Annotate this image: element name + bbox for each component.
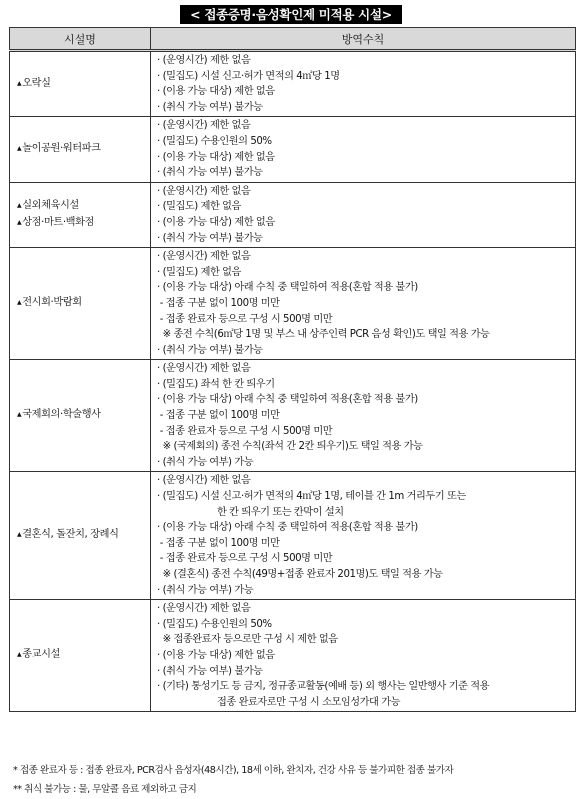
document-title	[0, 4, 582, 23]
quarantine-rules-cell	[151, 248, 576, 360]
table-row	[10, 117, 576, 182]
rule-line: · (취식 가능 여부) 불가능	[157, 665, 263, 677]
rule-line: · (운영시간) 제한 없음	[157, 55, 251, 66]
facility-name: ▲ 상점·마트·백화점	[17, 215, 148, 232]
rule-line: ※ (결혼식) 종전 수칙(49명+접종 완료자 201명)도 택일 적용 가능	[157, 569, 443, 580]
rule-line: · (취식 가능 여부) 가능	[157, 456, 254, 468]
table-row	[10, 248, 576, 360]
rule-line: · (밀집도) 제한 없음	[157, 266, 241, 278]
rule-line: ※ 종전 수칙(6㎡당 1명 및 부스 내 상주인력 PCR 음성 확인)도 택일 적용 가능	[157, 329, 490, 341]
facility-name-cell	[10, 360, 151, 472]
facility-name-cell	[10, 51, 151, 117]
facility-name: ▲ 오락실	[17, 76, 148, 93]
rule-line: · (운영시간) 제한 없음	[157, 185, 251, 197]
table-row	[10, 472, 576, 600]
facility-name: ▲ 국제회의·학술행사	[17, 407, 148, 424]
rule-line: · (이용 가능 대상) 제한 없음	[157, 649, 275, 661]
table-row	[10, 600, 576, 712]
rule-line: · (이용 가능 대상) 제한 없음	[157, 216, 275, 228]
rule-line: · (밀집도) 수용인원의 50%	[157, 135, 272, 147]
facility-name-cell	[10, 472, 151, 600]
quarantine-rules-cell	[151, 117, 576, 182]
rule-line: · (운영시간) 제한 없음	[157, 603, 251, 615]
rule-line: - 접종 구분 없이 100명 미만	[157, 410, 280, 422]
rule-line: - 접종 완료자 등으로 구성 시 500명 미만	[157, 553, 333, 565]
rule-line: - 접종 구분 없이 100명 미만	[157, 537, 280, 549]
facility-name-cell	[10, 600, 151, 712]
footnotes	[13, 761, 453, 799]
rule-line: · (취식 가능 여부) 불가능	[157, 101, 263, 113]
table-row	[10, 360, 576, 472]
rule-line: ※ (국제회의) 종전 수칙(좌석 간 2칸 띄우기)도 택일 적용 가능	[157, 441, 423, 453]
rule-line: · (이용 가능 대상) 제한 없음	[157, 86, 275, 98]
rule-line: · (밀집도) 수용인원의 50%	[157, 618, 272, 630]
rule-line: - 접종 완료자 등으로 구성 시 500명 미만	[157, 313, 333, 325]
facility-name-cell	[10, 182, 151, 247]
rule-line: · (이용 가능 대상) 아래 수칙 중 택일하여 적용(혼합 적용 불가)	[157, 522, 418, 534]
rule-line: · (운영시간) 제한 없음	[157, 120, 251, 132]
quarantine-rules-cell	[151, 360, 576, 472]
facility-name: ▲ 놀이공원·워터파크	[17, 141, 148, 158]
rule-line: · (취식 가능 여부) 가능	[157, 584, 254, 596]
facility-rules-table	[9, 27, 576, 712]
rule-line: ※ 접종완료자 등으로만 구성 시 제한 없음	[157, 634, 338, 646]
quarantine-rules-cell	[151, 51, 576, 117]
table-body	[10, 51, 576, 712]
rule-line: · (밀집도) 시설 신고·허가 면적의 4㎡당 1명, 테이블 간 1m 거리두기 또는	[157, 491, 466, 503]
facility-name: ▲ 종교시설	[17, 647, 148, 664]
rule-line: · (밀집도) 좌석 한 칸 띄우기	[157, 378, 275, 390]
header-facility-name: 시설명	[10, 28, 151, 51]
rule-line: · (취식 가능 여부) 불가능	[157, 167, 263, 179]
rule-line: - 접종 완료자 등으로 구성 시 500명 미만	[157, 425, 333, 437]
rule-line: · (기타) 통성기도 등 금지, 정규종교활동(예배 등) 외 행사는 일반행사 기준 적용	[157, 681, 490, 693]
rule-line: · (운영시간) 제한 없음	[157, 475, 251, 487]
table-row	[10, 51, 576, 117]
facility-name-cell	[10, 248, 151, 360]
rule-line: 접종 완료자로만 구성 시 소모임성가대 가능	[217, 696, 400, 708]
rule-line: · (운영시간) 제한 없음	[157, 363, 251, 375]
rule-line: · (취식 가능 여부) 불가능	[157, 232, 263, 244]
rule-line: · (취식 가능 여부) 불가능	[157, 344, 263, 356]
table-row	[10, 182, 576, 247]
rule-line: - 접종 구분 없이 100명 미만	[157, 297, 280, 309]
facility-name: ▲ 실외체육시설	[17, 198, 148, 215]
rule-line: · (이용 가능 대상) 아래 수칙 중 택일하여 적용(혼합 적용 불가)	[157, 282, 418, 294]
rule-line: · (밀집도) 제한 없음	[157, 201, 241, 213]
header-quarantine-rules: 방역수칙	[151, 28, 576, 51]
facility-name-cell	[10, 117, 151, 182]
rule-line: · (밀집도) 시설 신고·허가 면적의 4㎡당 1명	[157, 70, 340, 82]
rule-line: · (이용 가능 대상) 제한 없음	[157, 151, 275, 163]
footnote: ** 취식 불가능 : 물, 무알콜 음료 제외하고 금지	[13, 784, 197, 795]
document-title-text: < 접종증명·음성확인제 미적용 시설>	[180, 5, 402, 24]
quarantine-rules-cell	[151, 472, 576, 600]
facility-name: ▲ 전시회·박람회	[17, 295, 148, 312]
quarantine-rules-cell	[151, 182, 576, 247]
rule-line: · (운영시간) 제한 없음	[157, 251, 251, 263]
facility-name: ▲ 결혼식, 돌잔치, 장례식	[17, 527, 148, 544]
rule-line: 한 칸 띄우기 또는 칸막이 설치	[217, 506, 344, 518]
quarantine-rules-cell	[151, 600, 576, 712]
footnote: * 접종 완료자 등 : 접종 완료자, PCR검사 음성자(48시간), 18세 이하, 완치자, 건강 사유 등 불가피한 접종 불가자	[13, 765, 454, 776]
table-header-row	[10, 28, 576, 51]
rule-line: · (이용 가능 대상) 아래 수칙 중 택일하여 적용(혼합 적용 불가)	[157, 394, 418, 406]
